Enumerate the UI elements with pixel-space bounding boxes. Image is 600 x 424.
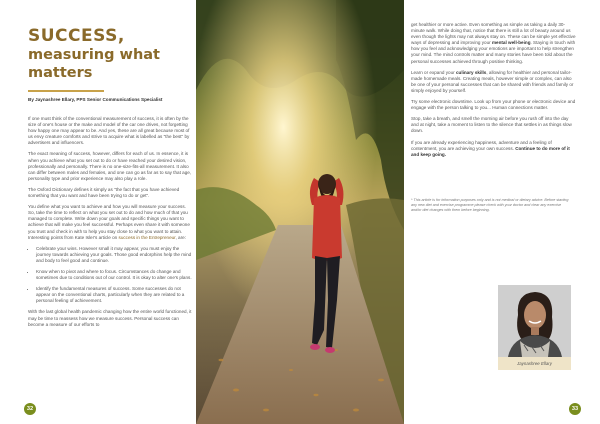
paragraph: The Oxford Dictionary defines it simply as "the fact that you have achieved something that you want and have been trying to do or get". — [28, 186, 180, 199]
emphasis-text: mental well-being — [491, 40, 531, 46]
disclaimer-note: * This article is for information purposes only and is not medical or dietary advice. Before starting any new diet and exercise programme please check with your doctor and clear any exercise and/or diet changes with them before beginning. — [411, 198, 569, 213]
author-portrait — [498, 285, 571, 357]
portrait-caption-box — [498, 357, 571, 370]
paragraph: With the last global health pandemic changing how the entire world functioned, it may be time to reassess how we measure success. Personal success can become a measure of our efforts to — [28, 309, 192, 327]
paragraph: The exact meaning of success, however, differs for each of us. In essence, it is when you achieve what you set out to do or have reached your desired vision, professionally and personally. There is no one-size-fits-all measurement. It also can differ between males and females, and one can go as far as to say that age, personality type and prior experience may also play a role. — [28, 151, 192, 181]
paragraph-text: If you are already experiencing happiness, adventure and a feeling of contentment, you are achieving your own success. — [411, 139, 552, 151]
left-body-text — [28, 116, 194, 333]
page-number-badge: 33 — [569, 403, 581, 415]
list-item: • Celebrate your wins. However small it may appear, you must enjoy the journey towards achieving your goals. Those good endorphins help the mind and body to feel good and continue. — [36, 246, 194, 264]
paragraph-text: , are: — [175, 234, 186, 240]
paragraph — [28, 204, 194, 241]
article-title — [28, 26, 196, 82]
photo-illustration — [196, 0, 404, 424]
paragraph — [411, 140, 576, 158]
paragraph-text: . Staying in touch with how you feel and acknowledging your emotions are important to help strengthen your mind. The mind controls matter and many stories have been told about the personal successes achieved through positive thinking. — [411, 40, 576, 64]
paragraph: Stop, take a breath, and smell the morning air before you rush off into the day and at night, take a moment to listen to the silence that settles in as things slow down. — [411, 116, 572, 134]
emphasis-text: Continue to do more of it and keep going. — [411, 145, 570, 157]
paragraph — [411, 70, 576, 94]
title-underline — [28, 90, 104, 92]
author-byline: By Jaynashree Ellary, PPS Senior Communications Specialist — [28, 97, 163, 102]
paragraph-text: You define what you want to achieve and how you will measure your success. So, take the time to reflect on what you set out to do and how much of that you managed to complete. Write down your goals and specific things you want to achieve that will make you feel successful. Perhaps even share it with someone you trust and check in with to help you stay close to what you want to attain. Interesting points from Kate Isler's article on — [28, 204, 190, 240]
entrepreneur-article-link[interactable]: success in the Entrepreneur — [118, 234, 176, 240]
list-item: • Know when to pivot and where to focus. Circumstances do change and sometimes due to conditions out of our control. It is okay to alter one's plans. — [36, 269, 194, 281]
author-photo — [498, 285, 571, 357]
list-item: • Identify the fundamental measures of success. Some successes do not appear on the conventional charts, particularly when they are related to a personal feeling of achievement. — [36, 286, 194, 304]
emphasis-text: culinary skills — [455, 69, 487, 75]
paragraph-text: , allowing for healthier and personal tailor-made homemade meals. Creating meals, however simple or complex, can also be one of your personal successes that can be shared with friends and family or simply enjoyed by yourself. — [411, 69, 574, 93]
page-number-badge: 32 — [24, 403, 36, 415]
walking-woman-photo — [196, 0, 404, 424]
paragraph: Try some electronic downtime. Look up from your phone or electronic device and engage with the person talking to you... Human connections matter. — [411, 99, 576, 111]
right-body-text — [411, 22, 576, 163]
title-line-2: measuring what matters — [28, 47, 160, 81]
title-line-1: SUCCESS, — [28, 26, 125, 46]
paragraph-text: Learn or expand your — [411, 69, 455, 75]
portrait-caption: Jaynashree Ellary — [517, 361, 552, 366]
bullet-list — [28, 246, 194, 305]
paragraph — [411, 22, 576, 65]
paragraph: If one must think of the conventional measurement of success, it is often by the size of one's house or the make and model of the car one drives, not forgetting how happy one may appear to be. And yes, these are all great because most of us envy creature comforts and strive to acquire what is labelled as "the best" by advertisers and influencers. — [28, 116, 190, 146]
paragraph-text: get healthier or more active. Even something as simple as taking a daily 30-minute walk. While doing that, notice that there is still a lot of beauty around us even though the lights may not always stay on. These can be simple yet effective ways of depressing and improving your — [411, 22, 576, 46]
